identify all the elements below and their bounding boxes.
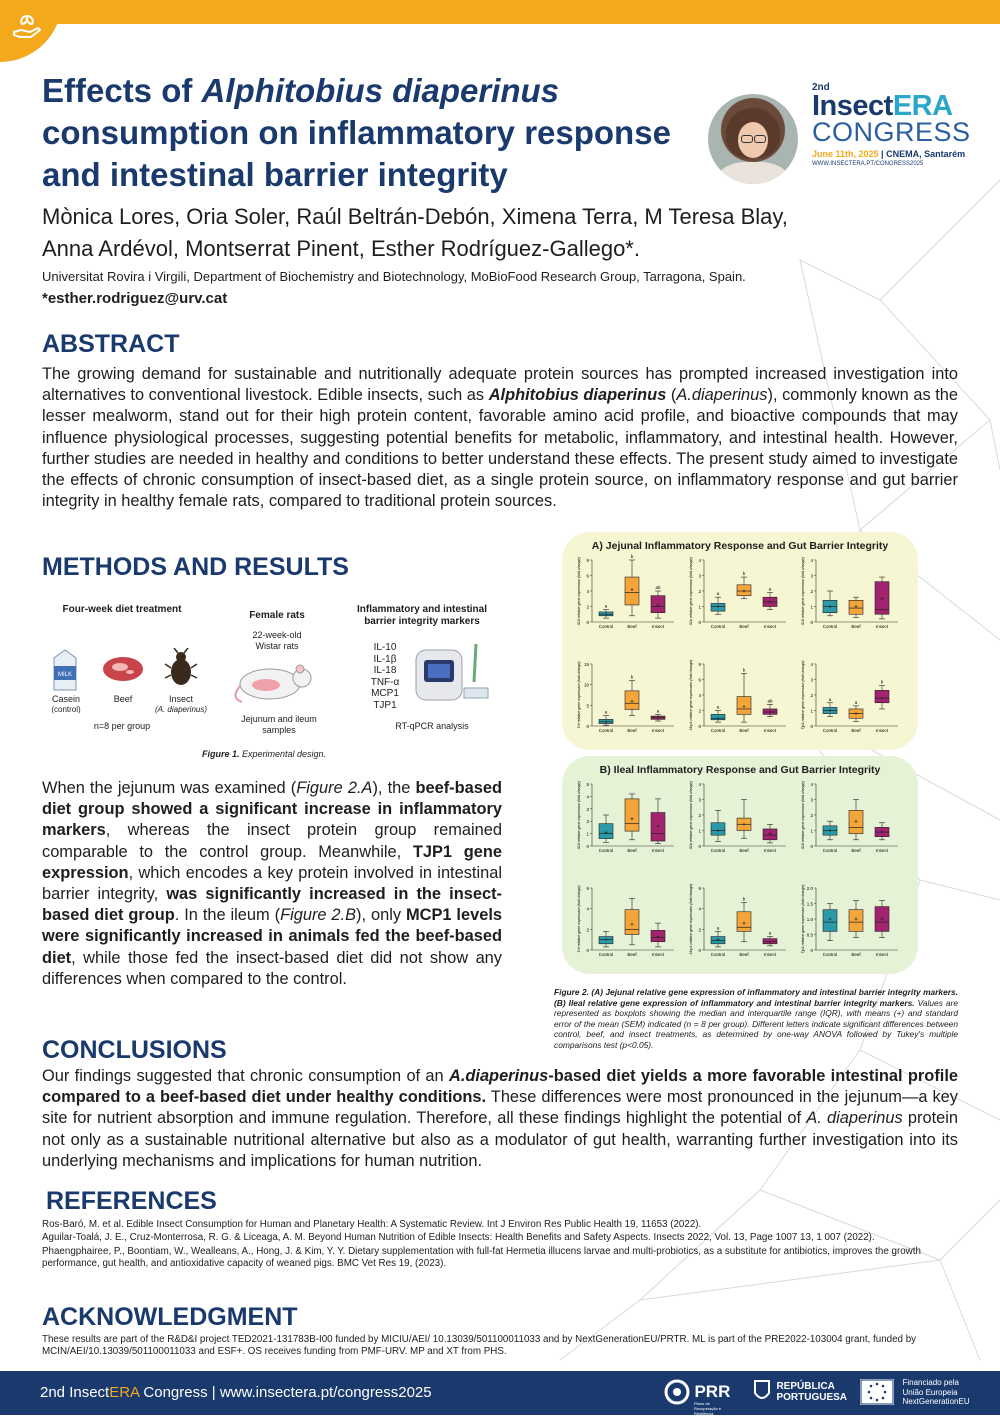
box-control: [711, 591, 726, 629]
insect-sublabel: (A. diaperinus): [154, 705, 208, 714]
group-label: Insect: [763, 624, 777, 629]
fig1-col3-title: Inflammatory and intestinal barrier integrity markers: [356, 604, 488, 627]
figure-2b-title: B) Ileal Inflammatory Response and Gut Barrier Integrity: [599, 764, 881, 776]
group-label: Beef: [627, 728, 637, 733]
tick-label: 4: [698, 782, 701, 787]
box-control: [711, 705, 726, 734]
tick-label: 3: [810, 677, 813, 683]
box-control: [599, 931, 614, 957]
abstract-text: The growing demand for sustainable and nutritionally adequate protein sources has prompted increased investigation into alternatives to conventional livestock. Edible insects, such as Alphitobius diaperinus (A.diaperinus), commonly known as the lesser mealworm, stand out for their high protein content, favorable amino acid profile, and bioactive compounds that may influence physiological processes, suggesting potential benefits for metabolic, inflammatory, and intestinal health. However, further studies are needed in healthy and conditions to better understand these effects. The present study aimed to investigate the effects of chronic consumption of insect-based diet, as a single protein source, on inflammatory response and gut barrier integrity in healthy female rats, compared to traditional protein sources.: [42, 365, 959, 511]
y-axis-label: Il10 relative gene expression (fold change): [577, 557, 581, 625]
tick-label: 2: [698, 927, 701, 933]
fig1-col1-title: Four-week diet treatment: [62, 604, 182, 615]
tick-label: 1: [698, 604, 701, 610]
group-label: Beef: [851, 952, 861, 957]
group-label: Control: [822, 848, 838, 853]
group-label: Insect: [651, 728, 665, 733]
boxplot: [689, 660, 786, 733]
group-label: Insect: [651, 848, 665, 853]
box-control: [823, 697, 838, 733]
tick-label: 0: [810, 620, 813, 625]
significance-letter: a: [604, 603, 608, 609]
box-insect: [651, 585, 665, 629]
reference-item: Ros-Baró, M. et al. Edible Insect Consumption for Human and Planetary Health: A Systematic Review. Int J Environ Res Public Health 19, 11653 (2022).: [42, 1219, 702, 1230]
tick-label: 1: [810, 708, 813, 714]
group-label: Insect: [763, 952, 777, 957]
box-insect: [651, 923, 665, 957]
text-run: , whereas the insect protein group remained comparable to the control group. Meanwhile,: [42, 821, 502, 861]
significance-letter: a: [768, 586, 772, 592]
tick-label: 2: [586, 604, 589, 610]
group-label: Beef: [627, 848, 637, 853]
beef-label: Beef: [113, 694, 133, 704]
republica-portuguesa-logo: REPÚBLICA PORTUGUESA: [752, 1379, 847, 1405]
figure-2b-panel: [562, 756, 918, 974]
group-label: Control: [598, 952, 614, 957]
tick-label: 0: [810, 948, 813, 953]
significance-letter: a: [716, 925, 720, 931]
footer-text: 2nd InsectERA Congress | www.insectera.pt/congress2025: [40, 1384, 432, 1401]
box-beef: [737, 667, 751, 733]
box-control: [599, 815, 614, 853]
significance-letter: b: [742, 667, 746, 673]
tick-label: 4: [698, 693, 701, 698]
tick-label: 3: [810, 573, 813, 579]
group-label: Control: [598, 848, 614, 853]
text-run: , while those fed the insect-based diet did not show any differences when compared to the control.: [42, 948, 502, 988]
group-label: Insect: [875, 952, 889, 957]
text-run: beef-based diet group showed a significant increase in inflammatory markers: [42, 779, 502, 840]
group-label: Beef: [627, 624, 637, 629]
tick-label: 0: [698, 620, 701, 625]
milk-label: MILK: [57, 672, 73, 678]
tick-label: 0: [586, 620, 589, 625]
figure-2-caption: Figure 2. (A) Jejunal relative gene expression of inflammatory and intestinal barrier integrity markers. (B) Ileal relative gene expression of inflammatory and intestinal barrier integrity markers. Values are represented as boxplots showing the median and interquartile range (IQR), with means (+) and standard error of the mean (SEM) indicated (n = 8 per group). Different letters indicate significant differences between control, beef, and insect treatments, as determined by one-way ANOVA followed by Tukey's multiple comparisons test (p<0.05).: [554, 987, 958, 1050]
tick-label: 8: [698, 662, 701, 667]
tick-label: 1: [810, 828, 813, 834]
group-label: Insect: [763, 848, 777, 853]
samples-label: Jejunum and ileum samples: [241, 714, 317, 735]
text-run: Figure 2.B: [280, 906, 357, 925]
boxplot: [577, 661, 674, 733]
box-control: [823, 904, 838, 958]
tick-label: 3: [586, 806, 589, 812]
box-control: [711, 810, 726, 853]
marker-list: IL-10 IL-1β IL-18 TNF-α MCP1 TJP1: [370, 642, 400, 711]
tick-label: 0: [810, 724, 813, 729]
group-label: Insect: [875, 848, 889, 853]
tick-label: 0: [810, 844, 813, 849]
group-label: Control: [710, 728, 726, 733]
box-insect: [651, 708, 665, 733]
y-axis-label: Tnf relative gene expression (fold change): [577, 661, 581, 729]
box-insect: [763, 824, 777, 853]
tick-label: 2: [698, 589, 701, 594]
tick-label: 4: [698, 558, 701, 563]
tick-label: 0: [698, 948, 701, 953]
text-run: protein not only as a sustainable nutritional alternative but also as a modulator of gut health, warranting further investigation into its underlying mechanisms and implications for human nutrition.: [42, 1109, 959, 1170]
box-beef: [625, 554, 639, 629]
figure-1-caption: Figure 1. Experimental design.: [202, 749, 327, 759]
text-run: ), the: [372, 779, 416, 797]
box-beef: [625, 675, 639, 733]
box-beef: [849, 800, 863, 854]
acknowledgment-heading: ACKNOWLEDGMENT: [42, 1303, 298, 1331]
author-list: Mònica Lores, Oria Soler, Raúl Beltrán-Debón, Ximena Terra, M Teresa Blay, Anna Ardévol, Montserrat Pinent, Esther Rodríguez-Gallego*.: [42, 204, 788, 261]
qpcr-machine-icon: [414, 644, 494, 706]
group-label: Control: [598, 728, 614, 733]
poster-title: Effects of Alphitobius diaperinus consumption on inflammatory response and intestinal barrier integrity: [42, 72, 671, 193]
tick-label: 4: [586, 589, 589, 594]
significance-letter: a: [716, 591, 720, 597]
box-beef: [849, 597, 863, 629]
y-axis-label: Il18 relative gene expression (fold change): [801, 781, 805, 849]
tick-label: 3: [698, 797, 701, 803]
y-axis-label: Il18 relative gene expression (fold change): [801, 557, 805, 625]
y-axis-label: Mcp1 relative gene expression (fold change): [689, 883, 693, 955]
references-heading: REFERENCES: [46, 1187, 217, 1215]
eu-flag-icon: [860, 1379, 894, 1405]
contact-email[interactable]: *esther.rodriguez@urv.cat: [42, 290, 228, 307]
box-insect: [763, 587, 777, 629]
hand-leaf-icon: [10, 10, 44, 44]
y-axis-label: Tnf relative gene expression (fold change): [577, 885, 581, 953]
tick-label: 2.0: [806, 886, 813, 891]
tick-label: 3: [698, 573, 701, 579]
text-run: . In the ileum (: [174, 906, 281, 925]
conclusions-heading: CONCLUSIONS: [42, 1036, 227, 1064]
group-label: Beef: [739, 728, 749, 733]
text-run: A.diaperinus: [448, 1067, 549, 1085]
group-label: Control: [598, 624, 614, 629]
tick-label: 6: [586, 573, 589, 579]
y-axis-label: Tjp1 relative gene expression (fold change): [801, 884, 805, 954]
group-label: Insect: [875, 728, 889, 733]
tick-label: 2: [810, 813, 813, 818]
boxplot: [801, 557, 898, 629]
significance-letter: b: [630, 674, 634, 680]
text-run: -based diet yields a more favorable intestinal profile compared to a beef-based diet under healthy conditions.: [42, 1067, 959, 1107]
significance-letter: ab: [767, 698, 773, 704]
significance-letter: a: [768, 930, 772, 936]
significance-letter: ab: [655, 585, 661, 590]
fig1-col2-title: Female rats: [249, 610, 305, 621]
boxplot: [577, 781, 674, 853]
box-beef: [737, 800, 751, 854]
tick-label: 1: [810, 604, 813, 610]
tick-label: 5: [586, 782, 589, 787]
rtqpcr-label: RT-qPCR analysis: [395, 721, 469, 731]
casein-sublabel: (control): [51, 705, 81, 714]
group-label: Beef: [739, 624, 749, 629]
group-label: Control: [822, 624, 838, 629]
casein-label: Casein: [51, 694, 80, 704]
group-label: Beef: [851, 624, 861, 629]
tick-label: 4: [810, 558, 813, 563]
tick-label: 4: [586, 906, 589, 912]
reference-item: Phaengphairee, P., Boontiam, W., Wealleans, A., Hong, J. & Kim, Y. Y. Dietary supplementation with full-fat Hermetia illucens larvae and multi-probiotics, as a substitute for antibiotics, improves the growth performance, gut health, and antioxidative capacity of weaned pigs. BMC Vet Res 19, (2023).: [42, 1245, 921, 1269]
group-label: Insect: [651, 624, 665, 629]
n-per-group: n=8 per group: [93, 721, 151, 731]
beef-steak-icon: [102, 654, 144, 684]
figure-2b-boxplots: [562, 756, 918, 974]
significance-letter: b: [742, 896, 746, 902]
text-run: , which encodes a key protein involved in intestinal barrier integrity,: [42, 863, 502, 904]
box-insect: [875, 900, 889, 957]
rats-description: 22-week-old Wistar rats: [252, 630, 302, 651]
beetle-icon: [164, 648, 198, 688]
tick-label: 6: [698, 886, 701, 891]
conclusions-text: [42, 1066, 958, 1172]
reference-item: Aguilar-Toalá, J. E., Cruz-Monterrosa, R. G. & Liceaga, A. M. Beyond Human Nutrition of Edible Insects: Health Benefits and Safety Aspects. Insects 2022, Vol. 13, Page 1007 13, 1 007 (2022).: [42, 1232, 875, 1244]
box-insect: [763, 931, 777, 957]
y-axis-label: Mcp1 relative gene expression (fold change): [689, 659, 693, 731]
milk-carton-icon: [50, 648, 80, 692]
tick-label: 0: [586, 844, 589, 849]
group-label: Control: [822, 952, 838, 957]
tick-label: 4: [586, 794, 589, 800]
boxplot: [801, 661, 898, 733]
box-insect: [763, 698, 777, 733]
text-run: TJP1 gene expression: [42, 842, 502, 882]
text-run: These differences were most pronounced in the jejunum—a key site for nutrient absorption and immune regulation. Therefore, all these findings highlight the potential of: [42, 1088, 958, 1128]
box-insect: [875, 577, 889, 629]
tick-label: 4: [810, 782, 813, 787]
significance-letter: b: [630, 554, 634, 559]
y-axis-label: Il1b relative gene expression (fold change): [689, 557, 693, 625]
box-control: [823, 821, 838, 853]
tick-label: 2: [810, 589, 813, 594]
text-run: A. diaperinus: [806, 1109, 903, 1128]
group-label: Beef: [627, 952, 637, 957]
group-label: Control: [822, 728, 838, 733]
references-list: [42, 1219, 962, 1271]
text-run: ), only: [356, 906, 406, 925]
group-label: Control: [710, 624, 726, 629]
text-run: MCP1 levels were significantly increased in animals fed the beef-based diet: [42, 906, 502, 967]
box-insect: [875, 680, 889, 733]
tick-label: 2: [698, 813, 701, 818]
boxplot: [689, 781, 786, 853]
tick-label: 0: [698, 724, 701, 729]
group-label: Insect: [763, 728, 777, 733]
group-label: Beef: [851, 728, 861, 733]
significance-letter: a: [656, 708, 660, 714]
boxplot: [801, 885, 898, 957]
text-run: When the jejunum was examined (: [42, 779, 297, 797]
top-accent-bar: [0, 0, 1000, 24]
congress-logo: 2nd InsectERA CONGRESS June 11th, 2025 | CNEMA, Santarém WWW.INSECTERA.PT/CONGRESS2025: [812, 82, 971, 167]
prr-emblem-icon: [664, 1379, 690, 1405]
figure-2a-boxplots: [562, 532, 918, 750]
significance-letter: a: [828, 696, 832, 702]
abstract-heading: ABSTRACT: [42, 330, 180, 358]
portugal-emblem-icon: [752, 1379, 772, 1405]
results-text: [42, 778, 502, 990]
tick-label: 1.0: [806, 917, 813, 922]
significance-letter: b: [880, 679, 884, 685]
significance-letter: a: [716, 704, 720, 710]
tick-label: 2: [586, 819, 589, 825]
footer-bar: [0, 1371, 1000, 1415]
boxplot: [577, 885, 674, 957]
figure-2a-title: A) Jejunal Inflammatory Response and Gut Barrier Integrity: [591, 540, 889, 552]
tick-label: 0: [586, 724, 589, 729]
acknowledgment-text: These results are part of the R&D&I project TED2021-131783B-I00 funded by MICIU/AEI/ 10.13039/501100011033 and by NextGenerationEU/PRTR. ML is part of the PRE2022-103004 grant, funded by MCIN/AEI/10.13039/501100011033 and ESF+. OS receives funding from PMF-URV. MP and XT from PHS.: [42, 1334, 917, 1358]
group-label: Beef: [739, 952, 749, 957]
boxplot: [689, 884, 786, 957]
box-insect: [651, 799, 665, 853]
tick-label: 15: [583, 662, 589, 667]
eu-funding-logo: Financiado pela União Europeia NextGenerationEU: [860, 1378, 970, 1407]
text-run: was significantly increased in the insect-based diet group: [42, 885, 502, 925]
box-beef: [737, 896, 751, 957]
box-control: [823, 591, 838, 629]
tick-label: 2: [586, 927, 589, 933]
figure-2a-panel: [562, 532, 918, 750]
tick-label: 0.5: [806, 932, 813, 938]
affiliation: Universitat Rovira i Virgili, Department of Biochemistry and Biotechnology, MoBioFood Research Group, Tarragona, Spain.: [42, 269, 746, 284]
group-label: Control: [710, 952, 726, 957]
author-photo: [708, 94, 798, 184]
group-label: Control: [710, 848, 726, 853]
box-beef: [625, 794, 639, 853]
tick-label: 2: [810, 693, 813, 698]
tick-label: 2: [698, 708, 701, 714]
y-axis-label: Il10 relative gene expression (fold change): [577, 781, 581, 849]
tick-label: 0: [698, 844, 701, 849]
tick-label: 6: [586, 886, 589, 891]
box-beef: [625, 898, 639, 957]
figure-1-experimental-design: [42, 596, 502, 766]
prr-logo: PRR Plano de Recuperação e Resiliência: [664, 1379, 730, 1405]
rat-icon: [230, 660, 320, 704]
box-beef: [849, 900, 863, 957]
box-insect: [875, 823, 889, 853]
tick-label: 3: [810, 797, 813, 803]
tick-label: 0: [586, 948, 589, 953]
box-beef: [737, 571, 751, 629]
group-label: Insect: [651, 952, 665, 957]
text-run: Our findings suggested that chronic consumption of an: [42, 1067, 449, 1085]
insect-label: Insect: [168, 694, 193, 704]
y-axis-label: Il1b relative gene expression (fold change): [689, 781, 693, 849]
box-control: [711, 925, 726, 957]
methods-heading: METHODS AND RESULTS: [42, 553, 349, 581]
tick-label: 5: [586, 703, 589, 709]
tick-label: 1.5: [806, 901, 813, 907]
tick-label: 8: [586, 558, 589, 563]
box-beef: [849, 700, 863, 733]
tick-label: 6: [698, 677, 701, 683]
group-label: Beef: [739, 848, 749, 853]
boxplot: [689, 557, 786, 629]
box-control: [599, 710, 614, 733]
group-label: Insect: [875, 624, 889, 629]
text-run: Figure 2.A: [296, 779, 373, 797]
tick-label: 4: [698, 906, 701, 912]
boxplot: [577, 554, 674, 629]
y-axis-label: Tjp1 relative gene expression (fold change): [801, 660, 805, 730]
significance-letter: b: [742, 571, 746, 577]
box-control: [599, 604, 614, 629]
tick-label: 4: [810, 662, 813, 667]
significance-letter: a: [604, 709, 608, 715]
tick-label: 1: [586, 831, 589, 837]
group-label: Beef: [851, 848, 861, 853]
significance-letter: a: [854, 699, 858, 705]
boxplot: [801, 781, 898, 853]
tick-label: 1: [698, 828, 701, 834]
tick-label: 10: [583, 682, 589, 688]
